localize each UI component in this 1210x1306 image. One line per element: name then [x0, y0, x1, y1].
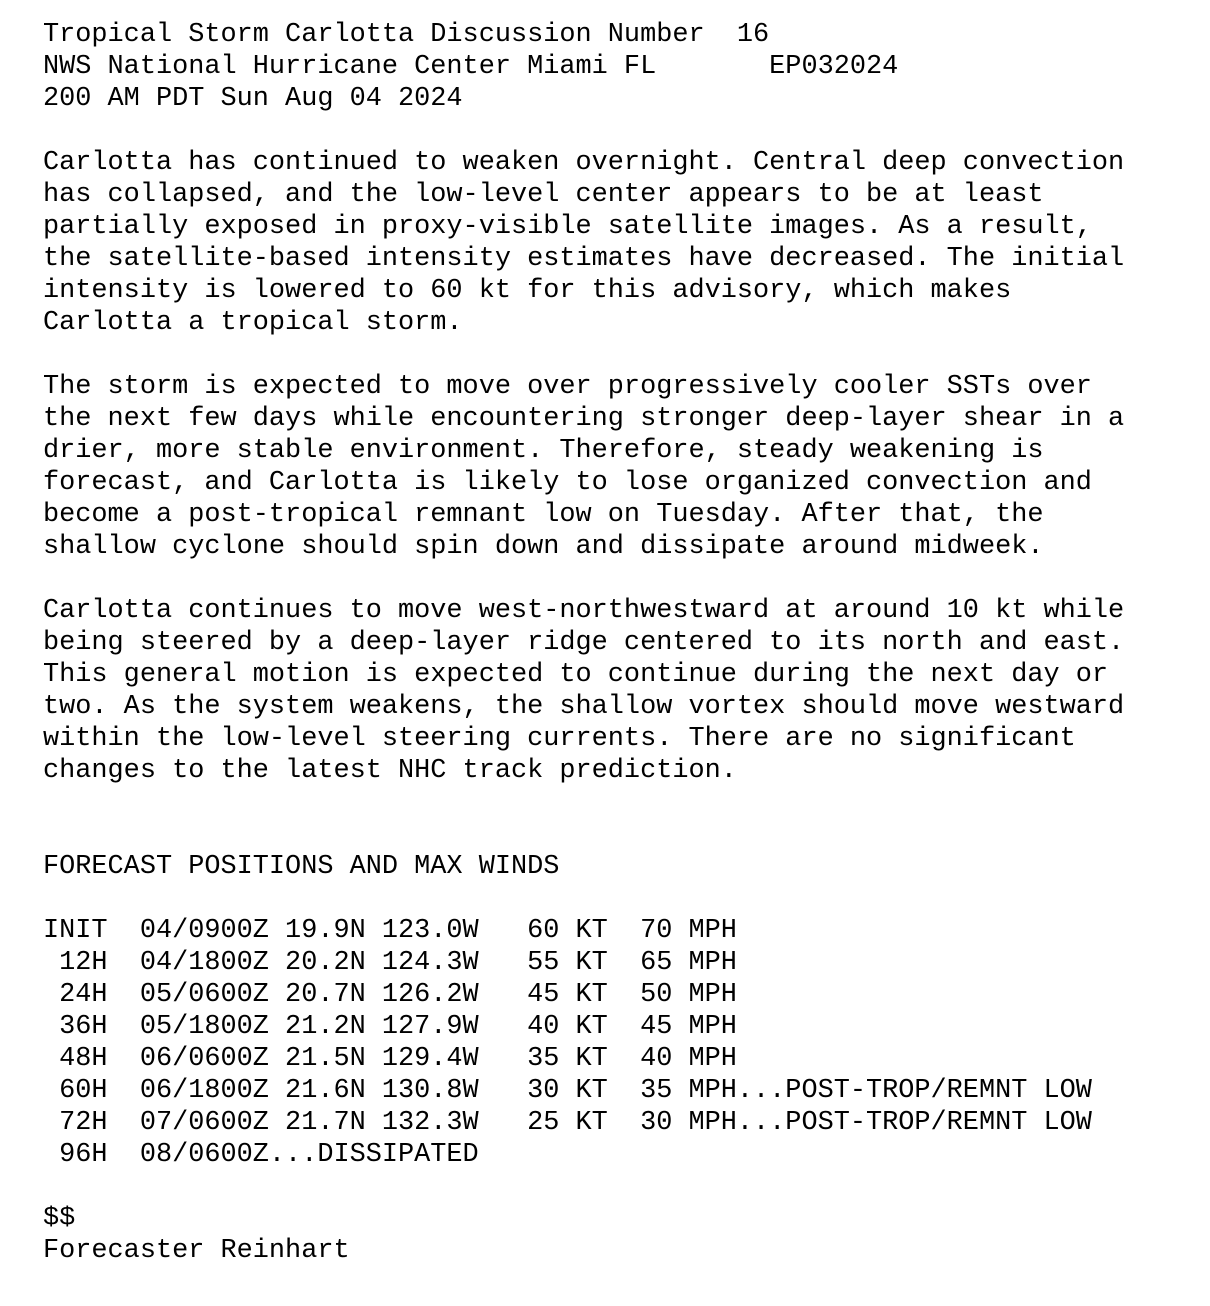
forecast-row: INIT 04/0900Z 19.9N 123.0W 60 KT 70 MPH — [43, 916, 737, 946]
forecast-row: 24H 05/0600Z 20.7N 126.2W 45 KT 50 MPH — [43, 980, 737, 1010]
paragraph-line: two. As the system weakens, the shallow vortex should move westward — [43, 692, 1125, 722]
forecast-row: 96H 08/0600Z...DISSIPATED — [43, 1140, 479, 1170]
discussion-title: Tropical Storm Carlotta Discussion Number 16 — [43, 20, 770, 50]
forecast-heading: FORECAST POSITIONS AND MAX WINDS — [43, 852, 560, 882]
office-line: NWS National Hurricane Center Miami FL EP032024 — [43, 52, 899, 82]
paragraph-line: become a post-tropical remnant low on Tuesday. After that, the — [43, 500, 1044, 530]
paragraph-line: changes to the latest NHC track prediction. — [43, 756, 737, 786]
paragraph-line: has collapsed, and the low-level center appears to be at least — [43, 180, 1044, 210]
message-terminator: $$ — [43, 1204, 76, 1234]
forecast-row: 12H 04/1800Z 20.2N 124.3W 55 KT 65 MPH — [43, 948, 737, 978]
issue-date: 200 AM PDT Sun Aug 04 2024 — [43, 84, 463, 114]
spacer — [43, 787, 1124, 819]
paragraph-line: This general motion is expected to continue during the next day or — [43, 660, 1109, 690]
paragraph-line: Carlotta a tropical storm. — [43, 308, 463, 338]
paragraph-line: within the low-level steering currents. There are no significant — [43, 724, 1076, 754]
paragraph-line: forecast, and Carlotta is likely to lose organized convection and — [43, 468, 1092, 498]
paragraph-line: Carlotta has continued to weaken overnight. Central deep convection — [43, 148, 1125, 178]
paragraph-line: drier, more stable environment. Therefore, steady weakening is — [43, 436, 1044, 466]
discussion-text — [43, 19, 1124, 1267]
spacer — [43, 1171, 1124, 1203]
spacer — [43, 339, 1124, 371]
forecast-row: 72H 07/0600Z 21.7N 132.3W 25 KT 30 MPH...POST-TROP/REMNT LOW — [43, 1108, 1092, 1138]
paragraph-line: Carlotta continues to move west-northwestward at around 10 kt while — [43, 596, 1125, 626]
paragraph-line: shallow cyclone should spin down and dissipate around midweek. — [43, 532, 1044, 562]
spacer — [43, 883, 1124, 915]
forecast-row: 60H 06/1800Z 21.6N 130.8W 30 KT 35 MPH...POST-TROP/REMNT LOW — [43, 1076, 1092, 1106]
forecast-row: 36H 05/1800Z 21.2N 127.9W 40 KT 45 MPH — [43, 1012, 737, 1042]
paragraph-line: the satellite-based intensity estimates have decreased. The initial — [43, 244, 1125, 274]
paragraph-line: intensity is lowered to 60 kt for this advisory, which makes — [43, 276, 1012, 306]
spacer — [43, 819, 1124, 851]
forecaster-signature: Forecaster Reinhart — [43, 1236, 350, 1266]
paragraph-line: the next few days while encountering stronger deep-layer shear in a — [43, 404, 1125, 434]
paragraph-line: being steered by a deep-layer ridge centered to its north and east. — [43, 628, 1125, 658]
forecast-row: 48H 06/0600Z 21.5N 129.4W 35 KT 40 MPH — [43, 1044, 737, 1074]
paragraph-line: The storm is expected to move over progressively cooler SSTs over — [43, 372, 1092, 402]
spacer — [43, 115, 1124, 147]
spacer — [43, 563, 1124, 595]
paragraph-line: partially exposed in proxy-visible satellite images. As a result, — [43, 212, 1092, 242]
